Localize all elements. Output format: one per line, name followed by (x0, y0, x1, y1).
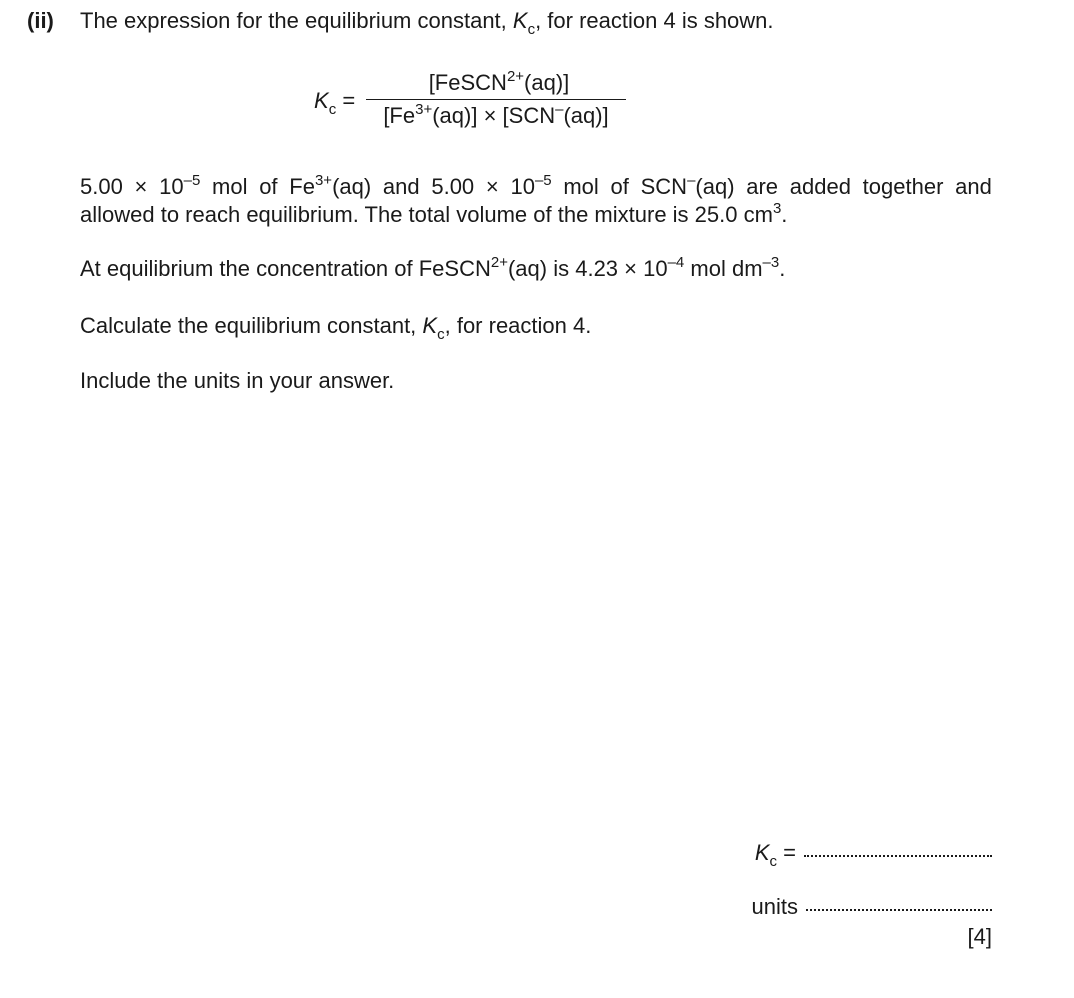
para2-middle: (aq) is 4.23 × 10 (507, 256, 668, 281)
kc-lhs-symbol: K (314, 88, 329, 113)
power-base: 10 (510, 174, 535, 199)
power-base: 10 (159, 174, 184, 199)
kc-answer-equals: = (777, 840, 796, 865)
intro-before: The expression for the equilibrium constant, (80, 8, 513, 33)
paragraph-equilibrium-concentration (80, 256, 785, 282)
kc-answer-symbol: K (754, 840, 770, 865)
ion-symbol: SCN (640, 174, 688, 199)
kc-answer-field[interactable] (804, 853, 992, 857)
para3-after: , for reaction 4. (444, 313, 592, 338)
word (641, 173, 735, 201)
word: together (862, 174, 944, 199)
ion-charge: – (687, 172, 696, 189)
state-symbol: (aq) (695, 174, 735, 199)
word: × (485, 174, 499, 199)
para2-after: . (779, 256, 786, 281)
kc-denominator (366, 103, 626, 129)
intro-after: , for reaction 4 is shown. (535, 8, 774, 33)
para2-charge: 2+ (490, 254, 508, 271)
intro-text (80, 8, 774, 38)
paragraph-calculate (80, 313, 592, 343)
denominator-fe-charge: 3+ (415, 101, 433, 118)
kc-lhs-equals: = (342, 88, 356, 113)
units-answer-line[interactable] (752, 894, 992, 920)
word (289, 173, 371, 201)
word (510, 173, 551, 201)
word: added (789, 174, 851, 199)
word: of (610, 174, 629, 199)
paragraph-units-instruction: Include the units in your answer. (80, 368, 395, 393)
word: of (259, 174, 278, 199)
kc-expression (314, 70, 634, 134)
para3-k-symbol: K (422, 313, 438, 338)
intro-k-subscript: c (527, 21, 536, 38)
ion-charge: 3+ (314, 172, 333, 189)
kc-lhs-subscript: c (328, 101, 337, 118)
power-exponent: –5 (183, 172, 201, 189)
numerator-charge: 2+ (506, 68, 525, 85)
para2-unit: mol dm (684, 256, 763, 281)
paragraph-quantities-line1 (80, 173, 992, 201)
word: are (746, 174, 779, 199)
kc-answer-label (754, 840, 796, 870)
line2-text: allowed to reach equilibrium. The total volume of the mixture is 25.0 cm (80, 202, 773, 227)
state-symbol: (aq) (332, 174, 372, 199)
para3-before: Calculate the equilibrium constant, (80, 313, 423, 338)
kc-lhs (314, 88, 356, 118)
word: mol (563, 174, 599, 199)
part-label: (ii) (27, 8, 54, 33)
word (159, 173, 200, 201)
kc-fraction (366, 70, 626, 129)
power-exponent: –5 (534, 172, 552, 189)
volume-unit-exponent: 3 (772, 200, 782, 217)
kc-answer-subscript: c (769, 853, 778, 870)
units-answer-field[interactable] (806, 907, 992, 911)
word: 5.00 (80, 174, 123, 199)
paragraph-quantities-line2 (80, 201, 992, 229)
ion-symbol: Fe (289, 174, 315, 199)
units-label: units (751, 894, 798, 919)
word: 5.00 (431, 174, 475, 199)
intro-k-symbol: K (512, 8, 528, 33)
para2-before: At equilibrium the concentration of FeSCN (80, 256, 491, 281)
para3-k-subscript: c (437, 326, 445, 343)
para2-unit-exponent: –3 (762, 254, 780, 271)
word: and (382, 174, 420, 199)
word: × (134, 174, 148, 199)
kc-numerator (366, 70, 626, 96)
kc-answer-line[interactable] (754, 840, 992, 870)
line2-end: . (781, 202, 788, 227)
numerator-species: [FeSCN (428, 70, 507, 95)
numerator-tail: (aq)] (524, 70, 570, 95)
fraction-bar (366, 99, 626, 100)
denominator-mid: (aq)] × [SCN (432, 103, 556, 128)
para2-exponent: –4 (667, 254, 685, 271)
word: mol (212, 174, 248, 199)
denominator-fe: [Fe (383, 103, 416, 128)
denominator-scn-charge: – (555, 101, 564, 118)
paragraph-quantities (80, 173, 992, 229)
denominator-tail: (aq)] (563, 103, 609, 128)
word: and (955, 174, 992, 199)
marks-label: [4] (967, 924, 992, 949)
